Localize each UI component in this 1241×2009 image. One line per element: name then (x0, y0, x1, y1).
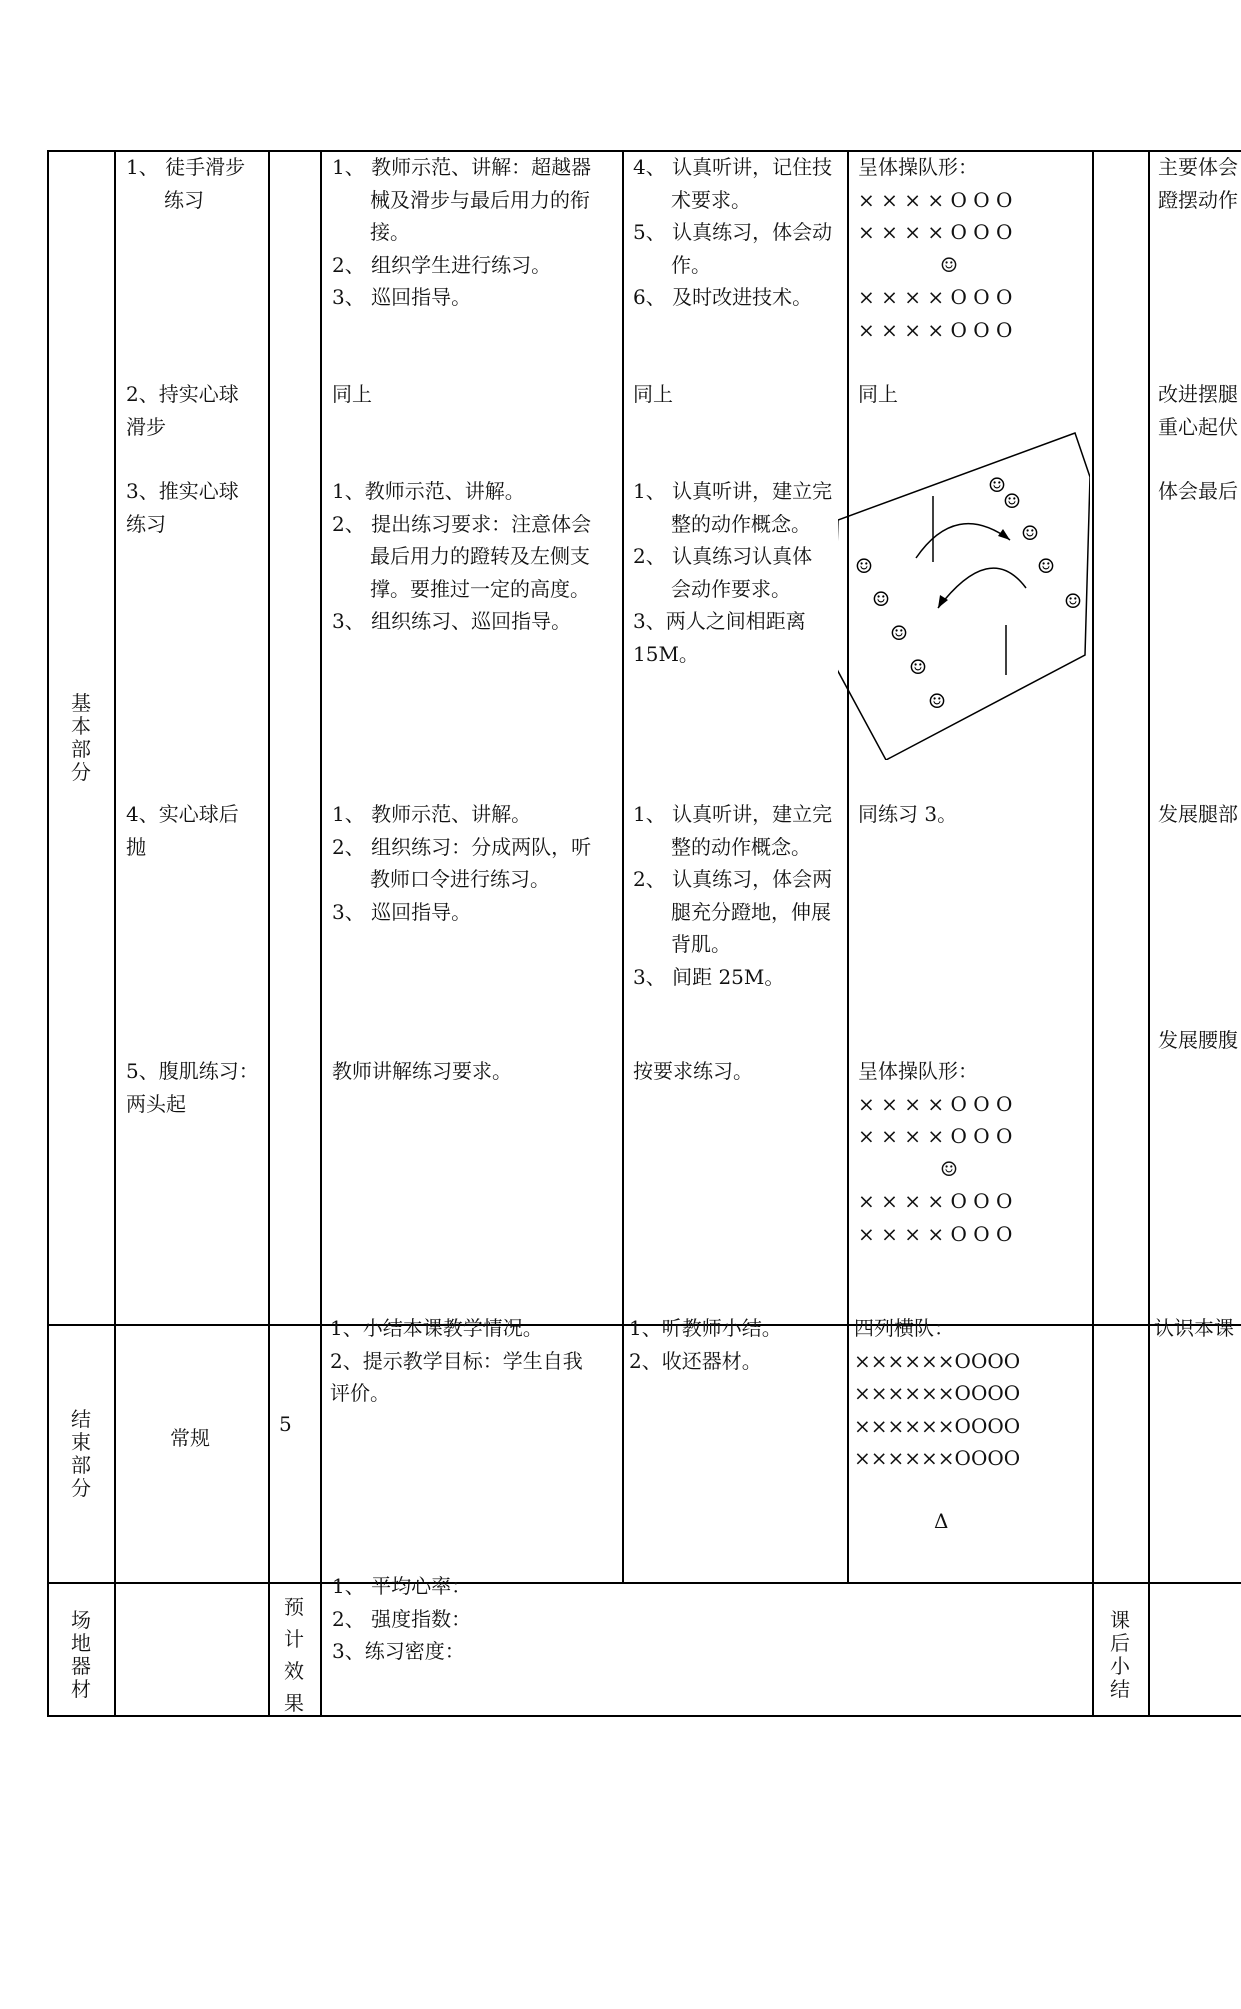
delta-marker: Δ (934, 1509, 949, 1533)
table-row-divider (47, 1582, 1241, 1584)
effect-line: 3、练习密度： (332, 1639, 465, 1663)
student-smiley-icon: ☺ (872, 587, 890, 611)
table-col-divider (1148, 150, 1150, 1716)
formation-row: ××××××OOOO (854, 1381, 1021, 1405)
notes-line: 发展腿部 (1158, 802, 1238, 826)
student-smiley-icon: ☺ (988, 473, 1006, 497)
formation-row: ××××××OOOO (854, 1413, 1021, 1438)
row5-student (633, 1055, 753, 1088)
content-line: 2、持实心球 (126, 382, 239, 406)
expected-effect-text (282, 1591, 306, 1719)
student-smiley-icon: ☺ (1037, 554, 1055, 578)
teacher-line: 1、 教师示范、讲解：超越器 (332, 155, 592, 179)
summary-label (1108, 1609, 1132, 1701)
vertical-char: 器 (71, 1654, 91, 1678)
ending-time (279, 1408, 292, 1441)
student-line: 背肌。 (671, 932, 731, 956)
table-col-divider (847, 150, 849, 1582)
vertical-char: 材 (71, 1677, 91, 1701)
org-line: 四列横队： (854, 1316, 954, 1340)
ending-student (629, 1312, 782, 1377)
teacher-line: 接。 (370, 220, 410, 244)
section-label-ending (69, 1408, 93, 1500)
org-line: 同练习 3。 (858, 802, 958, 826)
notes-line: 体会最后 (1158, 479, 1238, 503)
vertical-char: 束 (71, 1430, 91, 1454)
summary-label-text (1108, 1609, 1132, 1701)
content-line: 滑步 (126, 414, 166, 439)
table-col-divider (320, 150, 322, 1716)
formation-row: × × × × O O O (858, 317, 1013, 342)
teacher-line: 1、 教师示范、讲解。 (332, 802, 532, 826)
teacher-position-icon (934, 1505, 948, 1538)
row2-student (633, 378, 673, 411)
formation-row: × × × × O O O (858, 1189, 1013, 1213)
row5-content (126, 1055, 259, 1120)
row2-organization (858, 378, 898, 411)
row1-organization (858, 151, 1012, 346)
throw-arrowhead-icon (998, 529, 1010, 540)
student-smiley-icon: ☺ (855, 554, 873, 578)
teacher-smiley-icon: ☺ (940, 252, 958, 277)
student-line: 3、 间距 25M。 (633, 964, 785, 989)
row5-organization (858, 1055, 1012, 1250)
row2-teacher (332, 378, 372, 411)
section-label-text (69, 1609, 93, 1701)
student-line: 1、 认真听讲，建立完 (633, 479, 833, 503)
student-line: 会动作要求。 (671, 576, 791, 601)
content-line: 5、腹肌练习： (126, 1059, 259, 1083)
notes-line: 蹬摆动作 (1158, 187, 1238, 212)
row4-notes (1158, 798, 1238, 831)
teacher-line: 械及滑步与最后用力的衔 (370, 187, 590, 212)
section-label-basic (69, 692, 93, 784)
student-smiley-icon: ☺ (890, 621, 908, 645)
content-line: 两头起 (126, 1091, 186, 1116)
vertical-char: 部 (71, 737, 91, 761)
content-line: 1、 徒手滑步 (126, 155, 246, 179)
ending-content (170, 1422, 210, 1455)
ending-teacher (330, 1312, 583, 1410)
org-line: 同上 (858, 382, 898, 406)
section-label-venue (69, 1609, 93, 1701)
formation-row: ××××××OOOO (854, 1446, 1021, 1470)
effect-line: 1、 平均心率： (332, 1574, 472, 1598)
expected-effect-label (282, 1591, 306, 1719)
teacher-line: 同上 (332, 382, 372, 406)
content-line: 练习 (164, 187, 204, 212)
student-line: 4、 认真听讲，记住技 (633, 155, 833, 179)
student-smiley-icon: ☺ (909, 655, 927, 679)
teacher-line: 2、 组织练习：分成两队，听 (332, 834, 592, 859)
formation-row: ××××××OOOO (854, 1348, 1021, 1373)
time-value: 5 (279, 1412, 292, 1436)
formation-row: × × × × O O O (858, 1221, 1013, 1246)
formation-row: × × × × O O O (858, 187, 1013, 212)
throw-arrow-icon (916, 524, 1010, 558)
content-line: 4、实心球后 (126, 802, 239, 826)
student-line: 3、两人之间相距离 (633, 609, 806, 633)
vertical-char: 课 (1110, 1608, 1130, 1632)
table-col-divider (1092, 150, 1094, 1716)
notes-line: 重心起伏 (1158, 414, 1238, 439)
row2-notes (1158, 378, 1238, 443)
row5-teacher (332, 1055, 512, 1088)
student-line: 整的动作概念。 (671, 834, 811, 859)
student-line: 5、 认真练习，体会动 (633, 220, 833, 244)
teacher-line: 3、 组织练习、巡回指导。 (332, 609, 572, 633)
return-arrow-icon (938, 568, 1026, 608)
formation-row: × × × × O O O (858, 1091, 1013, 1116)
notes-line: 改进摆腿 (1158, 382, 1238, 406)
row1-teacher (332, 151, 591, 314)
section-label-text (69, 692, 93, 784)
table-col-divider (622, 150, 624, 1582)
teacher-line: 撑。要推过一定的高度。 (370, 576, 590, 601)
table-col-divider (114, 150, 116, 1716)
vertical-char: 后 (1110, 1631, 1130, 1655)
row1-notes (1158, 151, 1238, 216)
ending-notes (1154, 1312, 1234, 1345)
notes-line: 发展腰腹 (1158, 1028, 1238, 1052)
teacher-line: 1、小结本课教学情况。 (330, 1316, 543, 1340)
vertical-char: 分 (71, 1476, 91, 1500)
teacher-line: 3、 巡回指导。 (332, 285, 472, 309)
row3-notes (1158, 475, 1238, 508)
teacher-line: 教师讲解练习要求。 (332, 1059, 512, 1083)
table-border-left (47, 150, 49, 1716)
vertical-char: 基 (71, 691, 91, 715)
student-smiley-icon: ☺ (1064, 589, 1082, 613)
vertical-char: 本 (71, 714, 91, 738)
student-line: 按要求练习。 (633, 1059, 753, 1083)
table-col-divider (268, 150, 270, 1716)
expected-effects (332, 1570, 471, 1668)
student-line: 6、 及时改进技术。 (633, 285, 813, 309)
teacher-line: 教师口令进行练习。 (370, 867, 550, 891)
row4-content (126, 798, 239, 863)
student-line: 作。 (671, 252, 711, 277)
vertical-char: 地 (71, 1631, 91, 1655)
student-line: 2、收还器材。 (629, 1348, 762, 1373)
teacher-line: 最后用力的蹬转及左侧支 (370, 544, 590, 568)
table-border-bottom (47, 1715, 1241, 1717)
content-line: 抛 (126, 834, 146, 859)
vertical-char: 预 (284, 1595, 304, 1619)
student-line: 15M。 (633, 641, 699, 666)
org-line: 呈体操队形： (858, 155, 978, 179)
student-line: 1、 认真听讲，建立完 (633, 802, 833, 826)
teacher-line: 评价。 (330, 1381, 390, 1405)
vertical-char: 结 (1110, 1677, 1130, 1701)
row3-teacher (332, 475, 591, 638)
vertical-char: 小 (1110, 1654, 1130, 1678)
teacher-line: 2、 提出练习要求：注意体会 (332, 511, 592, 536)
student-line: 腿充分蹬地，伸展 (671, 899, 831, 924)
content-line: 练习 (126, 511, 166, 536)
student-line: 术要求。 (671, 187, 751, 212)
practice-field-diagram (838, 430, 1090, 760)
formation-row: × × × × O O O (858, 285, 1013, 309)
row4-teacher (332, 798, 591, 928)
org-line: 呈体操队形： (858, 1059, 978, 1083)
teacher-line: 2、 组织学生进行练习。 (332, 252, 552, 277)
row1-student (633, 151, 832, 314)
teacher-line: 1、教师示范、讲解。 (332, 479, 525, 503)
formation-row: × × × × O O O (858, 220, 1013, 244)
student-line: 同上 (633, 382, 673, 406)
vertical-char: 结 (71, 1407, 91, 1431)
teacher-line: 3、 巡回指导。 (332, 899, 472, 924)
teacher-line: 2、提示教学目标：学生自我 (330, 1348, 583, 1373)
row3-student (633, 475, 832, 670)
ending-organization (854, 1312, 1020, 1475)
student-line: 1、听教师小结。 (629, 1316, 782, 1340)
row2-content (126, 378, 239, 443)
student-smiley-icon: ☺ (1003, 489, 1021, 513)
row4-student (633, 798, 832, 993)
row4-organization (858, 798, 957, 831)
vertical-char: 场 (71, 1608, 91, 1632)
row1-content (126, 151, 245, 216)
content-line: 3、推实心球 (126, 479, 239, 503)
section-label-text (69, 1408, 93, 1500)
content-line: 常规 (170, 1426, 210, 1450)
notes-line: 认识本课 (1154, 1316, 1234, 1340)
row3-content (126, 475, 239, 540)
teacher-smiley-icon: ☺ (940, 1156, 958, 1181)
student-smiley-icon: ☺ (1021, 521, 1039, 545)
student-smiley-icon: ☺ (928, 689, 946, 713)
student-line: 2、 认真练习认真体 (633, 544, 813, 568)
notes-line: 主要体会 (1158, 155, 1238, 179)
vertical-char: 果 (284, 1691, 304, 1715)
effect-line: 2、 强度指数： (332, 1606, 472, 1631)
vertical-char: 效 (284, 1659, 304, 1683)
vertical-char: 分 (71, 760, 91, 784)
formation-row: × × × × O O O (858, 1124, 1013, 1148)
vertical-char: 计 (284, 1627, 304, 1651)
student-line: 2、 认真练习，体会两 (633, 867, 833, 891)
student-line: 整的动作概念。 (671, 511, 811, 536)
row5-notes (1158, 1024, 1238, 1057)
vertical-char: 部 (71, 1453, 91, 1477)
